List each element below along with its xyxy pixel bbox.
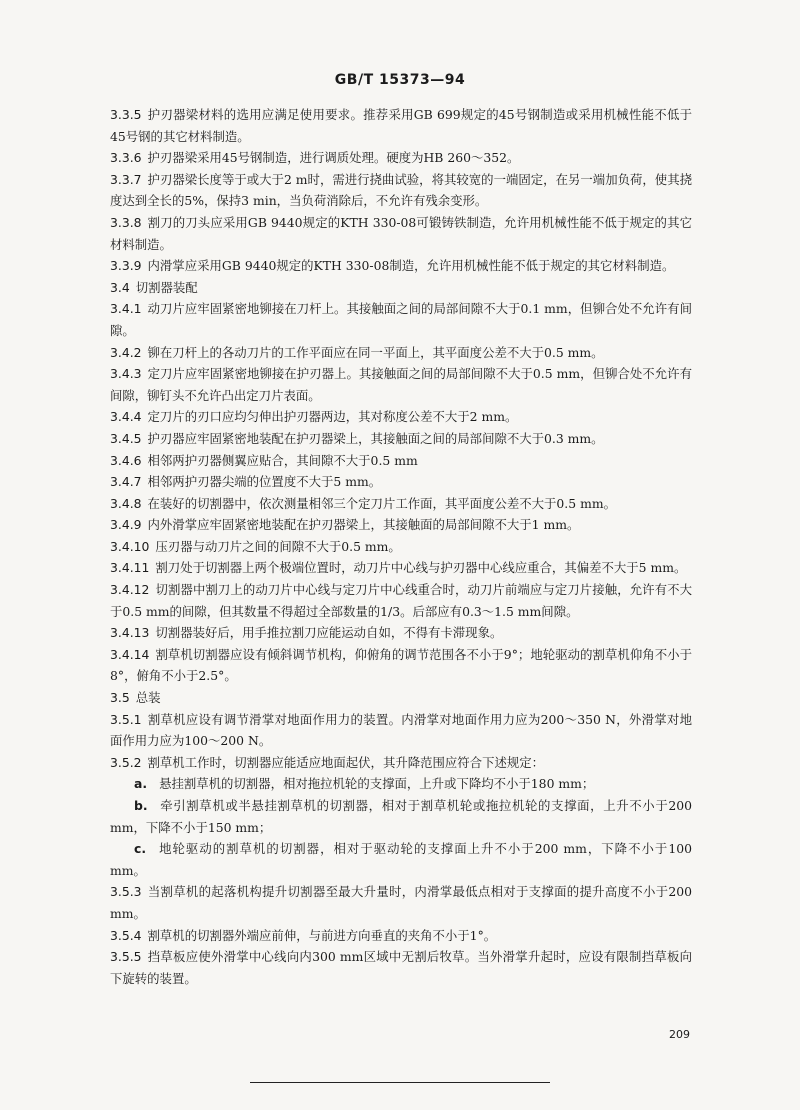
clause-text: 切割器装好后，用手推拉割刀应能运动自如，不得有卡滞现象。 [155,625,503,641]
clause-text: 铆在刀杆上的各动刀片的工作平面应在同一平面上，其平面度公差不大于0.5 mm。 [147,344,604,360]
clause-number: 3.5.1 [110,711,142,727]
paragraph [110,579,692,622]
list-item-label: a. [134,776,148,792]
paragraph [110,644,692,687]
clause-text: 内外滑掌应牢固紧密地装配在护刃器梁上，其接触面的局部间隙不大于1 mm。 [147,517,580,533]
list-item [110,838,692,881]
clause-text: 切割器装配 [135,279,198,295]
clause-number: 3.4.10 [110,538,150,554]
clause-text: 压刃器与动刀片之间的间隙不大于0.5 mm。 [155,538,401,554]
page-number: 209 [669,1028,690,1041]
clause-text: 护刃器梁长度等于或大于2 m时，需进行挠曲试验，将其较宽的一端固定，在另一端加负荷，使其挠度达到全长的5%，保持3 min，当负荷消除后，不允许有残余变形。 [110,171,692,209]
clause-text: 割刀的刀头应采用GB 9440规定的KTH 330-08可锻铸铁制造，允许用机械性能不低于规定的其它材料制造。 [110,214,692,252]
paragraph [110,557,692,579]
paragraph [110,471,692,493]
clause-text: 切割器中割刀上的动刀片中心线与定刀片中心线重合时，动刀片前端应与定刀片接触，允许有不大于0.5 mm的间隙，但其数量不得超过全部数量的1/3。后部应有0.3～1.5 mm间隙。 [110,582,692,619]
clause-text: 割草机的切割器外端应前伸，与前进方向垂直的夹角不小于1°。 [147,927,497,943]
clause-number: 3.5.4 [110,927,142,943]
paragraph [110,622,692,644]
document-body [110,104,692,989]
list-item-text: 悬挂割草机的切割器，相对拖拉机轮的支撑面，上升或下降均不小于180 mm； [159,776,595,792]
list-item-label: c. [134,841,147,857]
paragraph [110,169,692,212]
clause-text: 割刀处于切割器上两个极端位置时，动刀片中心线与护刃器中心线应重合，其偏差不大于5 mm。 [155,560,687,576]
paragraph [110,450,692,472]
list-item-text: 牵引割草机或半悬挂割草机的切割器，相对于割草机轮或拖拉机轮的支撑面，上升不小于200 mm，下降不小于150 mm； [110,798,692,835]
clause-number: 3.3.7 [110,171,142,187]
clause-text: 护刃器梁材料的选用应满足使用要求。推荐采用GB 699规定的45号钢制造或采用机械性能不低于45号钢的其它材料制造。 [110,107,692,144]
clause-number: 3.5.2 [110,754,142,770]
subitem-list [110,773,692,881]
clause-text: 相邻两护刃器侧翼应贴合，其间隙不大于0.5 mm [147,452,418,468]
paragraph [110,925,692,947]
list-item [110,773,692,795]
clause-text: 护刃器梁采用45号钢制造，进行调质处理。硬度为HB 260～352。 [147,150,520,166]
clause-text: 总装 [135,690,161,706]
clause-number: 3.4 [110,279,130,295]
clause-text: 相邻两护刃器尖端的位置度不大于5 mm。 [147,474,382,490]
paragraph [110,752,692,774]
paragraph [110,493,692,515]
clause-text: 当割草机的起落机构提升切割器至最大升量时，内滑掌最低点相对于支撑面的提升高度不小于200 mm。 [110,884,692,921]
paragraph [110,428,692,450]
clause-number: 3.4.14 [110,646,150,662]
clause-number: 3.4.1 [110,301,142,317]
paragraph [110,709,692,752]
clause-number: 3.3.8 [110,214,142,230]
clause-number: 3.4.12 [110,582,150,598]
tail-paragraph-list [110,881,692,989]
paragraph [110,104,692,147]
clause-number: 3.4.8 [110,495,142,511]
clause-number: 3.5 [110,690,130,706]
paragraph [110,212,692,255]
clause-number: 3.4.13 [110,625,150,641]
clause-number: 3.4.7 [110,474,142,490]
clause-number: 3.4.5 [110,430,142,446]
clause-number: 3.4.11 [110,560,150,576]
clause-text: 内滑掌应采用GB 9440规定的KTH 330-08制造，允许用机械性能不低于规定的其它材料制造。 [147,258,675,274]
list-item [110,795,692,838]
clause-number: 3.3.5 [110,107,142,122]
clause-text: 挡草板应使外滑掌中心线向内300 mm区域中无割后牧草。当外滑掌升起时，应设有限制挡草板向下旋转的装置。 [110,949,692,986]
clause-text: 在装好的切割器中，依次测量相邻三个定刀片工作面，其平面度公差不大于0.5 mm。 [147,495,616,511]
paragraph [110,687,692,709]
paragraph [110,536,692,558]
clause-text: 割草机工作时，切割器应能适应地面起伏，其升降范围应符合下述规定： [147,754,545,770]
paragraph [110,342,692,364]
clause-number: 3.4.9 [110,517,142,533]
list-item-text: 地轮驱动的割草机的切割器，相对于驱动轮的支撑面上升不小于200 mm，下降不小于100 mm。 [110,841,692,878]
clause-number: 3.4.6 [110,452,142,468]
paragraph [110,406,692,428]
footer-rule [250,1082,550,1083]
clause-text: 定刀片应牢固紧密地铆接在护刃器上。其接触面之间的局部间隙不大于0.5 mm，但铆合处不允许有间隙，铆钉头不允许凸出定刀片表面。 [110,366,692,403]
paragraph [110,277,692,299]
clause-text: 动刀片应牢固紧密地铆接在刀杆上。其接触面之间的局部间隙不大于0.1 mm，但铆合处不允许有间隙。 [110,301,692,338]
clause-number: 3.5.5 [110,949,142,965]
paragraph [110,147,692,169]
clause-number: 3.3.6 [110,150,142,166]
clause-number: 3.3.9 [110,258,142,274]
clause-text: 定刀片的刃口应均匀伸出护刃器两边，其对称度公差不大于2 mm。 [147,409,518,425]
clause-number: 3.4.3 [110,366,142,382]
document-header: GB/T 15373—94 [334,72,466,88]
paragraph [110,363,692,406]
clause-number: 3.4.4 [110,409,142,425]
paragraph [110,255,692,277]
paragraph [110,946,692,989]
list-item-label: b. [134,798,148,813]
clause-text: 护刃器应牢固紧密地装配在护刃器梁上，其接触面之间的局部间隙不大于0.3 mm。 [147,430,604,446]
clause-number: 3.5.3 [110,884,142,900]
clause-text: 割草机应设有调节滑掌对地面作用力的装置。内滑掌对地面作用力应为200～350 N，外滑掌对地面作用力应为100～200 N。 [110,711,692,749]
clause-text: 割草机切割器应设有倾斜调节机构，仰俯角的调节范围各不小于9°；地轮驱动的割草机仰角不小于8°，俯角不小于2.5°。 [110,646,692,684]
paragraph [110,298,692,341]
paragraph [110,881,692,924]
paragraph-list [110,104,692,773]
clause-number: 3.4.2 [110,344,142,360]
paragraph [110,514,692,536]
